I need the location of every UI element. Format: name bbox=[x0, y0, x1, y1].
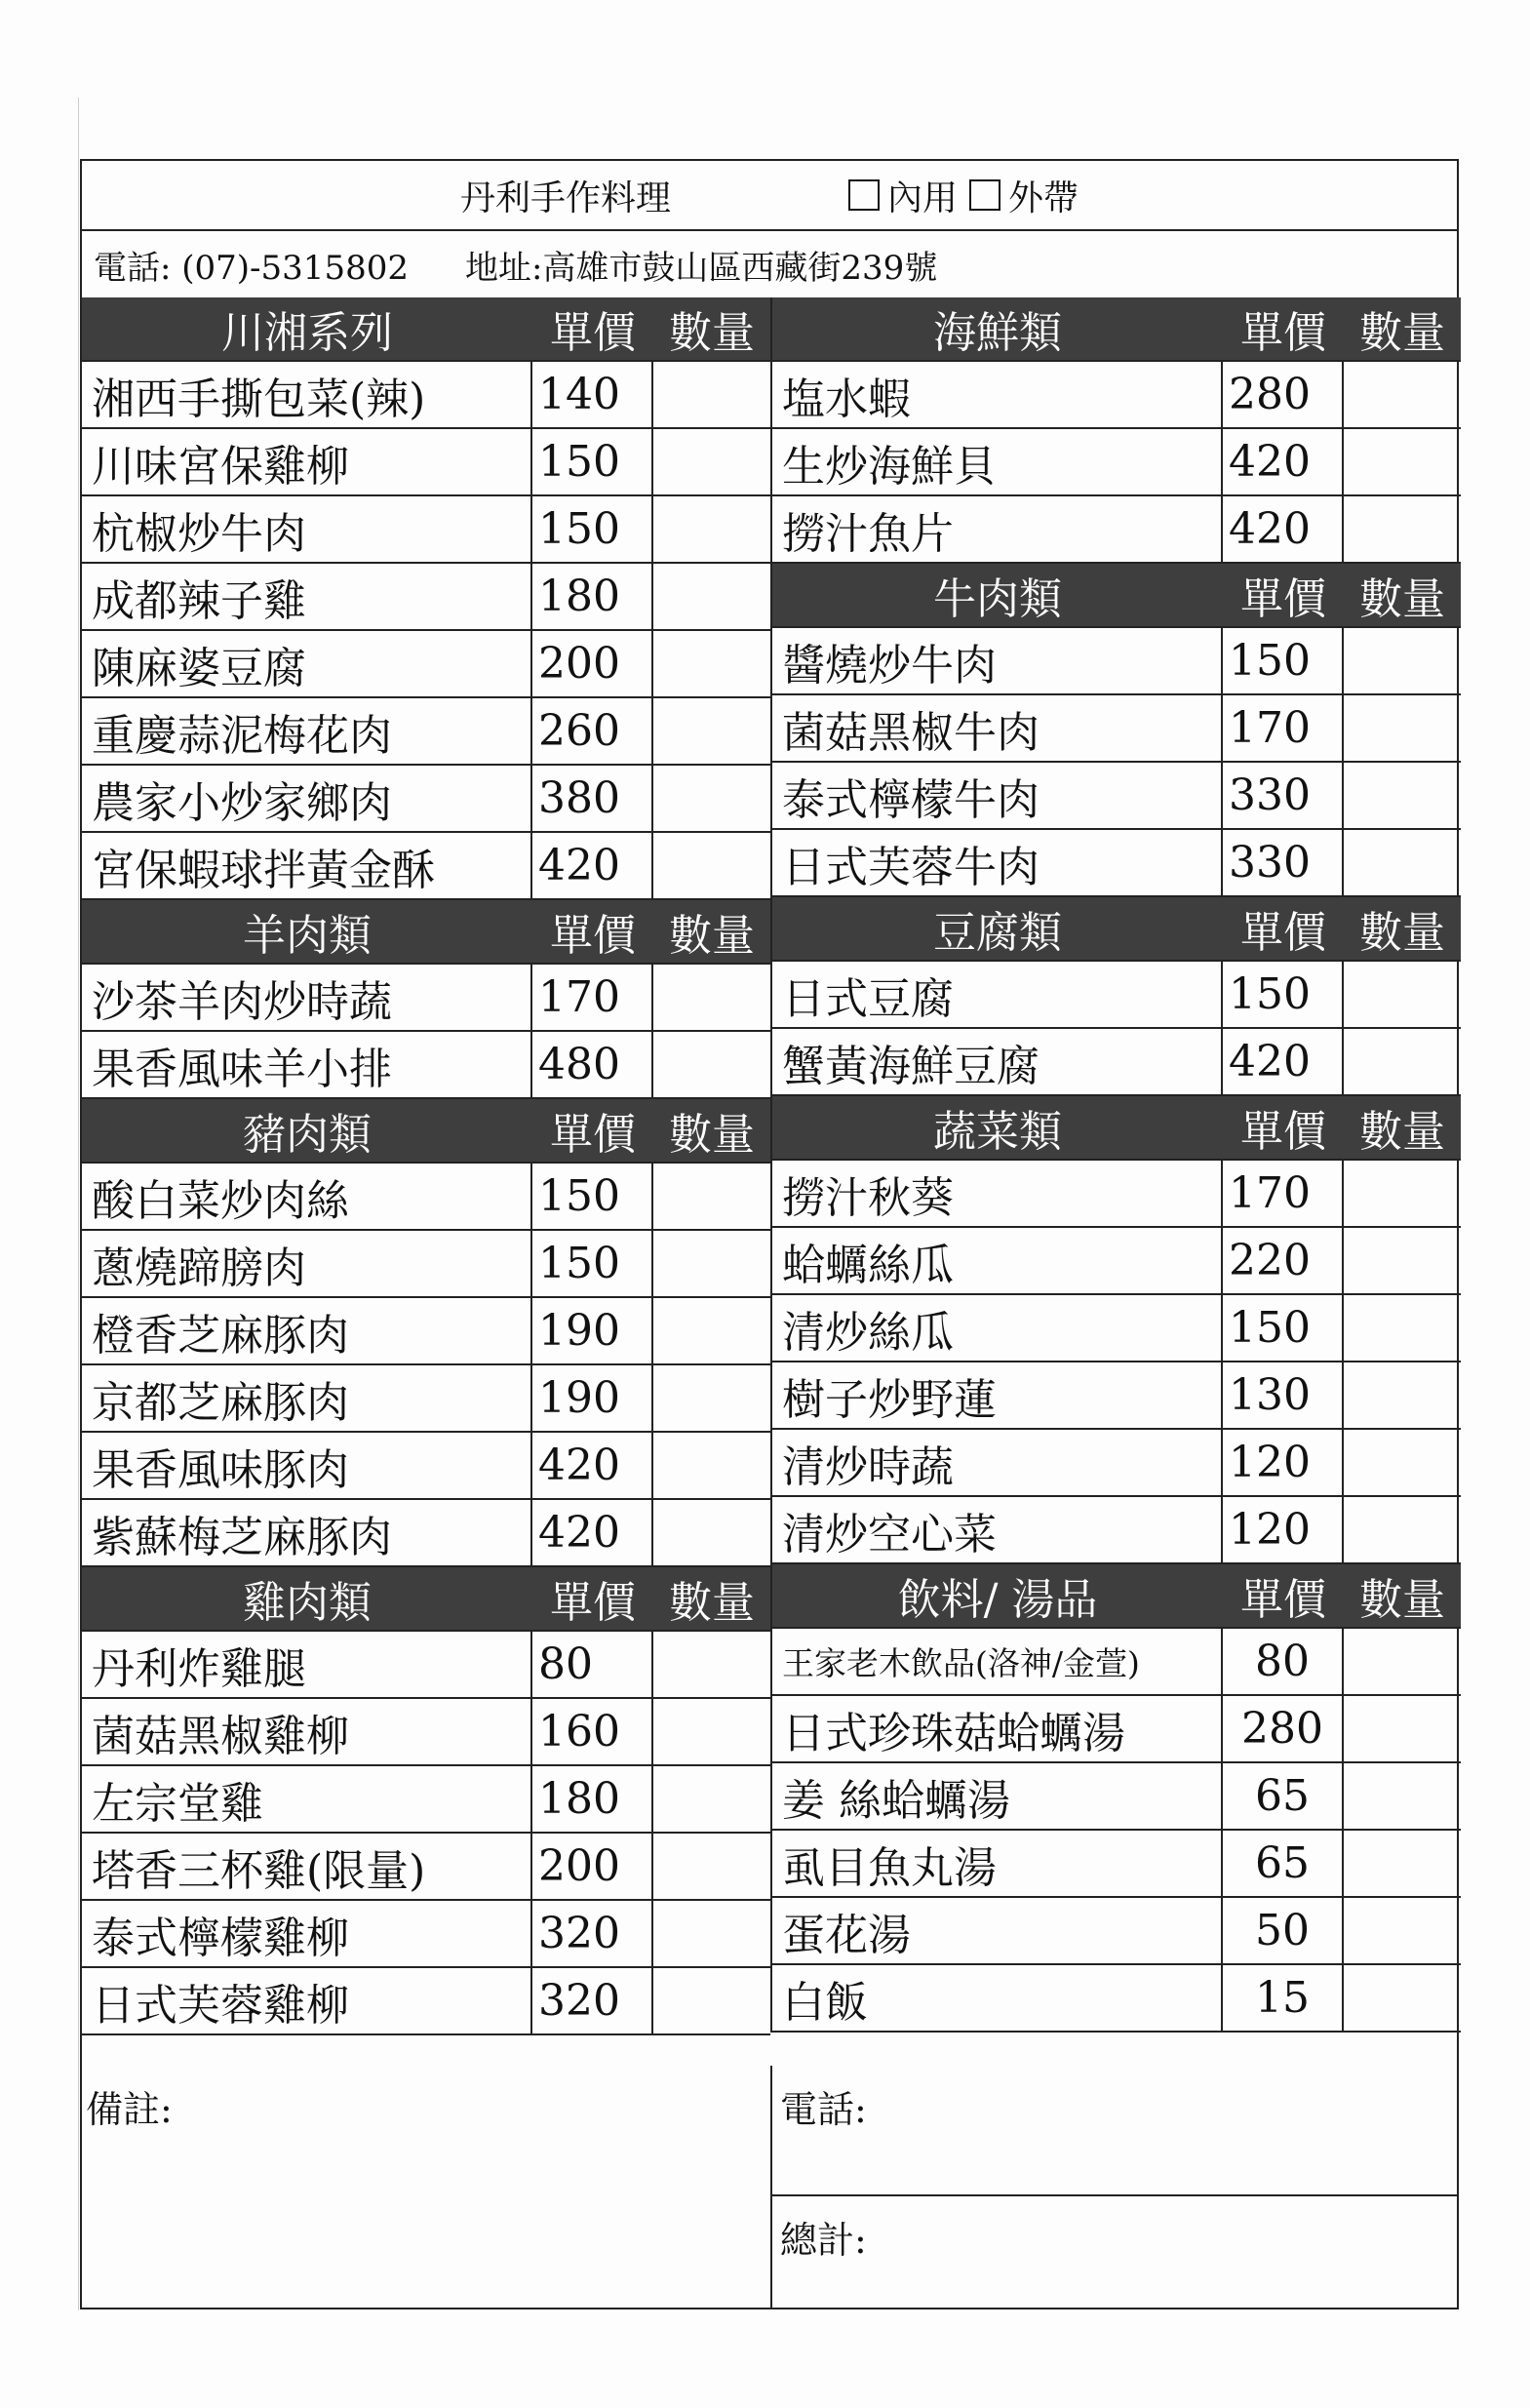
menu-item-name: 宮保蝦球拌黃金酥 bbox=[82, 833, 532, 898]
menu-item-row bbox=[82, 496, 770, 564]
menu-item-name: 果香風味羊小排 bbox=[82, 1032, 532, 1097]
menu-item-price: 120 bbox=[1223, 1430, 1344, 1495]
quantity-cell[interactable] bbox=[653, 1699, 770, 1764]
quantity-cell[interactable] bbox=[653, 1500, 770, 1565]
takeout-label: 外帶 bbox=[1008, 178, 1079, 218]
menu-item-price: 150 bbox=[1223, 628, 1344, 693]
menu-item-price: 180 bbox=[532, 564, 653, 629]
menu-item-name: 丹利炸雞腿 bbox=[82, 1632, 532, 1697]
menu-item-name: 王家老木飲品(洛神/金萱) bbox=[772, 1629, 1223, 1694]
quantity-cell[interactable] bbox=[1344, 830, 1461, 895]
menu-item-name: 撈汁魚片 bbox=[772, 496, 1223, 562]
menu-item-row bbox=[772, 962, 1461, 1029]
menu-item-name: 杭椒炒牛肉 bbox=[82, 496, 532, 562]
quantity-cell[interactable] bbox=[653, 833, 770, 898]
phone-text: 電話: (07)-5315802 bbox=[94, 248, 409, 288]
category-header bbox=[772, 1564, 1461, 1629]
quantity-cell[interactable] bbox=[653, 429, 770, 494]
menu-item-price: 380 bbox=[532, 766, 653, 831]
price-header: 單價 bbox=[550, 1578, 636, 1628]
dine-in-checkbox[interactable] bbox=[848, 179, 880, 211]
menu-item-row bbox=[772, 1965, 1461, 2033]
menu-item-name: 清炒空心菜 bbox=[772, 1497, 1223, 1562]
category-name: 飲料/ 湯品 bbox=[897, 1575, 1098, 1625]
category-header bbox=[82, 1099, 770, 1164]
price-header: 單價 bbox=[550, 1110, 636, 1160]
menu-item-price: 140 bbox=[532, 362, 653, 427]
menu-item-row bbox=[82, 1699, 770, 1766]
menu-item-price: 120 bbox=[1223, 1497, 1344, 1562]
menu-item-row bbox=[772, 1696, 1461, 1763]
menu-item-name: 泰式檸檬牛肉 bbox=[772, 763, 1223, 828]
menu-item-price: 330 bbox=[1223, 830, 1344, 895]
price-header: 單價 bbox=[550, 911, 636, 961]
menu-item-row bbox=[82, 1231, 770, 1298]
quantity-cell[interactable] bbox=[1344, 1696, 1461, 1761]
menu-item-row bbox=[82, 1834, 770, 1901]
price-header: 單價 bbox=[550, 308, 636, 358]
quantity-cell[interactable] bbox=[1344, 628, 1461, 693]
quantity-cell[interactable] bbox=[653, 1365, 770, 1431]
menu-item-name: 塔香三杯雞(限量) bbox=[82, 1834, 532, 1899]
quantity-cell[interactable] bbox=[1344, 1029, 1461, 1094]
menu-item-name: 樹子炒野蓮 bbox=[772, 1362, 1223, 1428]
quantity-cell[interactable] bbox=[1344, 1362, 1461, 1428]
quantity-cell[interactable] bbox=[1344, 763, 1461, 828]
quantity-cell[interactable] bbox=[1344, 362, 1461, 427]
quantity-header: 數量 bbox=[669, 1578, 755, 1628]
quantity-header: 數量 bbox=[1359, 1575, 1445, 1625]
price-header: 單價 bbox=[1240, 574, 1326, 624]
category-name: 豆腐類 bbox=[933, 908, 1062, 958]
contact-row bbox=[82, 231, 1457, 297]
menu-item-name: 湘西手撕包菜(辣) bbox=[82, 362, 532, 427]
menu-item-name: 醬燒炒牛肉 bbox=[772, 628, 1223, 693]
menu-item-row bbox=[82, 564, 770, 631]
quantity-header: 數量 bbox=[669, 308, 755, 358]
menu-item-name: 撈汁秋葵 bbox=[772, 1161, 1223, 1226]
menu-item-name: 成都辣子雞 bbox=[82, 564, 532, 629]
customer-phone-field[interactable] bbox=[772, 2066, 1459, 2196]
menu-item-name: 蛋花湯 bbox=[772, 1898, 1223, 1963]
total-field[interactable] bbox=[772, 2196, 1459, 2264]
notes-area[interactable] bbox=[82, 2066, 770, 2309]
category-name: 蔬菜類 bbox=[933, 1107, 1062, 1157]
menu-item-row bbox=[772, 1831, 1461, 1898]
menu-item-name: 菌菇黑椒雞柳 bbox=[82, 1699, 532, 1764]
menu-item-price: 15 bbox=[1223, 1965, 1344, 2031]
menu-item-name: 塩水蝦 bbox=[772, 362, 1223, 427]
menu-item-price: 150 bbox=[532, 1231, 653, 1296]
menu-item-row bbox=[772, 1295, 1461, 1362]
quantity-header: 數量 bbox=[1359, 574, 1445, 624]
menu-item-price: 280 bbox=[1223, 362, 1344, 427]
page-margin-line bbox=[78, 98, 79, 2310]
quantity-cell[interactable] bbox=[1344, 1295, 1461, 1361]
menu-item-name: 農家小炒家鄉肉 bbox=[82, 766, 532, 831]
menu-item-price: 160 bbox=[532, 1699, 653, 1764]
menu-item-name: 清炒絲瓜 bbox=[772, 1295, 1223, 1361]
category-name: 雞肉類 bbox=[243, 1578, 372, 1628]
menu-item-row bbox=[772, 830, 1461, 897]
menu-item-name: 酸白菜炒肉絲 bbox=[82, 1164, 532, 1229]
menu-item-name: 陳麻婆豆腐 bbox=[82, 631, 532, 696]
menu-item-row bbox=[82, 1032, 770, 1099]
quantity-cell[interactable] bbox=[653, 1298, 770, 1363]
menu-item-row bbox=[82, 1766, 770, 1834]
quantity-cell[interactable] bbox=[653, 1231, 770, 1296]
menu-item-name: 左宗堂雞 bbox=[82, 1766, 532, 1832]
menu-item-name: 姜 絲蛤蠣湯 bbox=[772, 1763, 1223, 1829]
menu-item-price: 50 bbox=[1223, 1898, 1344, 1963]
menu-item-row bbox=[82, 1365, 770, 1433]
menu-item-row bbox=[82, 1968, 770, 2035]
quantity-cell[interactable] bbox=[653, 965, 770, 1030]
quantity-cell[interactable] bbox=[1344, 1430, 1461, 1495]
menu-item-name: 蟹黃海鮮豆腐 bbox=[772, 1029, 1223, 1094]
quantity-cell[interactable] bbox=[653, 564, 770, 629]
category-name: 川湘系列 bbox=[221, 308, 393, 358]
order-form bbox=[80, 159, 1459, 2309]
menu-item-row bbox=[82, 1901, 770, 1968]
notes-label: 備註: bbox=[86, 2088, 173, 2131]
menu-item-name: 川味宮保雞柳 bbox=[82, 429, 532, 494]
menu-item-row bbox=[772, 628, 1461, 695]
menu-item-name: 菌菇黑椒牛肉 bbox=[772, 695, 1223, 761]
menu-item-row bbox=[82, 766, 770, 833]
menu-item-price: 200 bbox=[532, 1834, 653, 1899]
menu-item-price: 150 bbox=[1223, 1295, 1344, 1361]
menu-item-price: 420 bbox=[532, 1433, 653, 1498]
quantity-cell[interactable] bbox=[1344, 496, 1461, 562]
menu-item-name: 橙香芝麻豚肉 bbox=[82, 1298, 532, 1363]
quantity-cell[interactable] bbox=[653, 1901, 770, 1966]
menu-item-price: 220 bbox=[1223, 1228, 1344, 1293]
menu-item-price: 420 bbox=[532, 1500, 653, 1565]
quantity-header: 數量 bbox=[669, 1110, 755, 1160]
contact-total-area bbox=[770, 2066, 1459, 2309]
category-name: 豬肉類 bbox=[243, 1110, 372, 1160]
menu-item-row bbox=[772, 1228, 1461, 1295]
menu-item-price: 260 bbox=[532, 698, 653, 764]
menu-item-row bbox=[82, 833, 770, 900]
category-header bbox=[772, 1096, 1461, 1161]
menu-item-name: 日式豆腐 bbox=[772, 962, 1223, 1027]
quantity-header: 數量 bbox=[669, 911, 755, 961]
category-name: 牛肉類 bbox=[933, 574, 1062, 624]
price-header: 單價 bbox=[1240, 308, 1326, 358]
menu-item-name: 生炒海鮮貝 bbox=[772, 429, 1223, 494]
menu-item-price: 65 bbox=[1223, 1763, 1344, 1829]
category-header bbox=[82, 297, 770, 362]
menu-item-row bbox=[82, 1500, 770, 1567]
menu-item-price: 80 bbox=[532, 1632, 653, 1697]
quantity-cell[interactable] bbox=[653, 1433, 770, 1498]
menu-item-price: 420 bbox=[1223, 1029, 1344, 1094]
quantity-cell[interactable] bbox=[1344, 1497, 1461, 1562]
menu-item-price: 420 bbox=[1223, 429, 1344, 494]
menu-item-name: 泰式檸檬雞柳 bbox=[82, 1901, 532, 1966]
menu-item-price: 170 bbox=[532, 965, 653, 1030]
menu-item-row bbox=[772, 695, 1461, 763]
quantity-cell[interactable] bbox=[653, 1632, 770, 1697]
menu-item-row bbox=[772, 429, 1461, 496]
menu-item-row bbox=[772, 496, 1461, 564]
menu-item-row bbox=[82, 1164, 770, 1231]
category-header bbox=[82, 900, 770, 965]
menu-item-row bbox=[82, 362, 770, 429]
menu-item-name: 虱目魚丸湯 bbox=[772, 1831, 1223, 1896]
menu-item-price: 330 bbox=[1223, 763, 1344, 828]
quantity-cell[interactable] bbox=[653, 1834, 770, 1899]
category-header bbox=[82, 1567, 770, 1632]
quantity-cell[interactable] bbox=[653, 698, 770, 764]
menu-item-price: 420 bbox=[1223, 496, 1344, 562]
menu-item-name: 清炒時蔬 bbox=[772, 1430, 1223, 1495]
menu-item-price: 150 bbox=[1223, 962, 1344, 1027]
menu-item-price: 170 bbox=[1223, 1161, 1344, 1226]
address-text: 地址:高雄市鼓山區西藏街239號 bbox=[464, 248, 938, 288]
menu-item-row bbox=[82, 698, 770, 766]
menu-item-name: 紫蘇梅芝麻豚肉 bbox=[82, 1500, 532, 1565]
price-header: 單價 bbox=[1240, 1575, 1326, 1625]
menu-item-name: 京都芝麻豚肉 bbox=[82, 1365, 532, 1431]
category-header bbox=[772, 297, 1461, 362]
menu-item-row bbox=[772, 1898, 1461, 1965]
customer-phone-label: 電話: bbox=[780, 2088, 867, 2131]
menu-item-row bbox=[772, 1763, 1461, 1831]
quantity-cell[interactable] bbox=[1344, 1763, 1461, 1829]
restaurant-name: 丹利手作料理 bbox=[459, 178, 671, 218]
quantity-cell[interactable] bbox=[1344, 1228, 1461, 1293]
category-name: 海鮮類 bbox=[933, 308, 1062, 358]
quantity-cell[interactable] bbox=[1344, 1629, 1461, 1694]
menu-item-name: 沙茶羊肉炒時蔬 bbox=[82, 965, 532, 1030]
quantity-cell[interactable] bbox=[653, 1164, 770, 1229]
right-menu-column bbox=[770, 297, 1461, 2033]
quantity-cell[interactable] bbox=[653, 1766, 770, 1832]
quantity-cell[interactable] bbox=[1344, 1965, 1461, 2031]
menu-item-price: 190 bbox=[532, 1298, 653, 1363]
menu-item-row bbox=[772, 1629, 1461, 1696]
quantity-cell[interactable] bbox=[653, 362, 770, 427]
menu-item-name: 重慶蒜泥梅花肉 bbox=[82, 698, 532, 764]
menu-item-row bbox=[772, 1362, 1461, 1430]
menu-item-row bbox=[82, 631, 770, 698]
menu-item-name: 蛤蠣絲瓜 bbox=[772, 1228, 1223, 1293]
menu-item-price: 170 bbox=[1223, 695, 1344, 761]
menu-item-row bbox=[772, 1029, 1461, 1096]
menu-item-row bbox=[82, 429, 770, 496]
menu-item-name: 日式珍珠菇蛤蠣湯 bbox=[772, 1696, 1223, 1761]
total-label: 總計: bbox=[780, 2219, 867, 2262]
category-header bbox=[772, 564, 1461, 628]
order-type-options bbox=[827, 171, 1079, 220]
menu-item-row bbox=[772, 1497, 1461, 1564]
menu-item-row bbox=[82, 965, 770, 1032]
menu-item-row bbox=[772, 362, 1461, 429]
quantity-header: 數量 bbox=[1359, 308, 1445, 358]
menu-item-name: 日式芙蓉牛肉 bbox=[772, 830, 1223, 895]
category-name: 羊肉類 bbox=[243, 911, 372, 961]
quantity-header: 數量 bbox=[1359, 1107, 1445, 1157]
menu-item-price: 320 bbox=[532, 1968, 653, 2033]
left-menu-column bbox=[82, 297, 770, 2035]
quantity-cell[interactable] bbox=[653, 631, 770, 696]
menu-item-name: 蔥燒蹄膀肉 bbox=[82, 1231, 532, 1296]
quantity-cell[interactable] bbox=[1344, 1831, 1461, 1896]
quantity-cell[interactable] bbox=[653, 1968, 770, 2033]
menu-item-name: 果香風味豚肉 bbox=[82, 1433, 532, 1498]
menu-item-price: 150 bbox=[532, 496, 653, 562]
menu-item-price: 320 bbox=[532, 1901, 653, 1966]
quantity-cell[interactable] bbox=[653, 496, 770, 562]
quantity-cell[interactable] bbox=[653, 1032, 770, 1097]
quantity-header: 數量 bbox=[1359, 908, 1445, 958]
menu-item-name: 白飯 bbox=[772, 1965, 1223, 2031]
menu-item-row bbox=[82, 1433, 770, 1500]
menu-item-price: 130 bbox=[1223, 1362, 1344, 1428]
menu-item-price: 200 bbox=[532, 631, 653, 696]
quantity-cell[interactable] bbox=[1344, 962, 1461, 1027]
menu-item-row bbox=[772, 1161, 1461, 1228]
title-row bbox=[82, 161, 1457, 229]
quantity-cell[interactable] bbox=[1344, 1898, 1461, 1963]
menu-item-row bbox=[772, 763, 1461, 830]
menu-item-price: 420 bbox=[532, 833, 653, 898]
dine-in-label: 內用 bbox=[886, 178, 958, 218]
category-header bbox=[772, 897, 1461, 962]
menu-item-price: 480 bbox=[532, 1032, 653, 1097]
menu-item-price: 280 bbox=[1223, 1696, 1344, 1761]
menu-item-price: 150 bbox=[532, 1164, 653, 1229]
menu-item-row bbox=[82, 1632, 770, 1699]
menu-item-name: 日式芙蓉雞柳 bbox=[82, 1968, 532, 2033]
menu-item-price: 65 bbox=[1223, 1831, 1344, 1896]
menu-item-row bbox=[82, 1298, 770, 1365]
takeout-checkbox[interactable] bbox=[969, 179, 1000, 211]
menu-item-price: 80 bbox=[1223, 1629, 1344, 1694]
menu-item-price: 180 bbox=[532, 1766, 653, 1832]
quantity-cell[interactable] bbox=[1344, 1161, 1461, 1226]
quantity-cell[interactable] bbox=[653, 766, 770, 831]
price-header: 單價 bbox=[1240, 1107, 1326, 1157]
menu-item-price: 190 bbox=[532, 1365, 653, 1431]
quantity-cell[interactable] bbox=[1344, 429, 1461, 494]
menu-item-price: 150 bbox=[532, 429, 653, 494]
menu-item-row bbox=[772, 1430, 1461, 1497]
price-header: 單價 bbox=[1240, 908, 1326, 958]
quantity-cell[interactable] bbox=[1344, 695, 1461, 761]
